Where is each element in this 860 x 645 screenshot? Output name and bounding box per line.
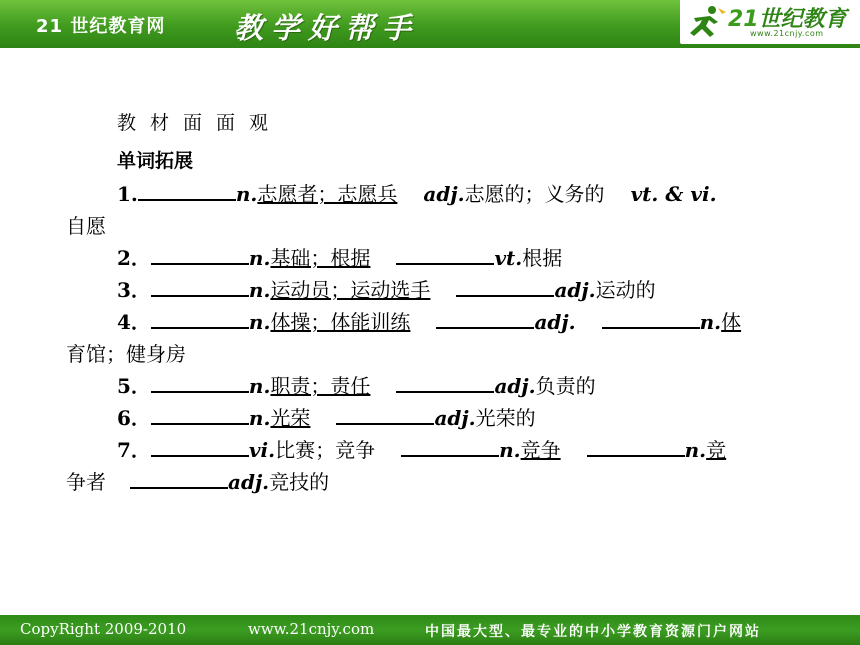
item-4-continued: 育馆；健身房 — [66, 342, 186, 366]
pos-tag: n. — [699, 310, 722, 334]
pos-tag: n. — [684, 438, 707, 462]
answer-blank[interactable] — [151, 405, 249, 425]
answer-blank[interactable] — [456, 277, 554, 297]
item-number: 3． — [117, 278, 151, 302]
answer-blank[interactable] — [151, 277, 249, 297]
section-subtitle: 单词拓展 — [117, 150, 194, 172]
answer-blank[interactable] — [138, 181, 236, 201]
definition: 根据 — [522, 246, 563, 270]
item-7 — [117, 434, 726, 463]
pos-tag: n. — [248, 374, 271, 398]
answer-blank[interactable] — [151, 245, 249, 265]
item-2 — [117, 242, 562, 271]
answer-blank[interactable] — [151, 437, 249, 457]
site-logo[interactable] — [680, 0, 860, 44]
pos-tag: adj. — [534, 310, 576, 334]
item-1-continued: 自愿 — [66, 214, 106, 238]
item-7-continued — [66, 466, 329, 495]
item-6 — [117, 402, 536, 431]
logo-text: 21世纪教育 — [728, 7, 847, 32]
definition: 比赛；竞争 — [275, 438, 376, 462]
copyright-text: CopyRight 2009-2010 — [20, 620, 187, 638]
answer-blank[interactable] — [130, 469, 228, 489]
logo-url: www.21cnjy.com — [750, 29, 824, 38]
definition: 基础；根据 — [270, 246, 371, 270]
pos-tag: adj. — [423, 182, 465, 206]
answer-blank[interactable] — [602, 309, 700, 329]
header-banner — [0, 0, 860, 48]
site-name: 21 世纪教育网 — [36, 16, 166, 37]
item-number: 5． — [117, 374, 151, 398]
answer-blank[interactable] — [396, 245, 494, 265]
pos-tag: n. — [248, 246, 271, 270]
answer-blank[interactable] — [151, 309, 249, 329]
item-4 — [117, 306, 741, 335]
definition: 志愿者；志愿兵 — [257, 182, 398, 206]
pos-tag: n. — [248, 278, 271, 302]
definition: 竞争 — [520, 438, 561, 462]
item-3 — [117, 274, 656, 303]
runner-logo-icon — [684, 4, 728, 40]
answer-blank[interactable] — [436, 309, 534, 329]
item-number: 1. — [117, 182, 138, 206]
definition: 体 — [721, 310, 742, 334]
item-number: 4． — [117, 310, 151, 334]
definition: 职责；责任 — [270, 374, 371, 398]
pos-tag: adj. — [554, 278, 596, 302]
pos-tag: adj. — [494, 374, 536, 398]
answer-blank[interactable] — [396, 373, 494, 393]
item-number: 6． — [117, 406, 151, 430]
pos-tag: adj. — [434, 406, 476, 430]
item-1 — [117, 178, 717, 207]
answer-blank[interactable] — [401, 437, 499, 457]
definition: 体操；体能训练 — [270, 310, 411, 334]
section-title: 教材面面观 — [117, 112, 283, 134]
answer-blank[interactable] — [587, 437, 685, 457]
pos-tag: vi. — [248, 438, 276, 462]
pos-tag: vt. & vi. — [630, 182, 717, 206]
footer-url-link[interactable]: www.21cnjy.com — [248, 620, 375, 638]
item-number: 2． — [117, 246, 151, 270]
pos-tag: n. — [235, 182, 258, 206]
header-slogan: 教学好帮手 — [234, 11, 420, 45]
item-number: 7． — [117, 438, 151, 462]
definition: 争者 — [66, 470, 106, 494]
definition: 竞 — [706, 438, 727, 462]
pos-tag: n. — [248, 406, 271, 430]
definition: 光荣 — [270, 406, 311, 430]
footer-bar — [0, 615, 860, 645]
answer-blank[interactable] — [151, 373, 249, 393]
definition: 运动员；运动选手 — [270, 278, 431, 302]
pos-tag: n. — [499, 438, 521, 462]
answer-blank[interactable] — [336, 405, 434, 425]
pos-tag: n. — [248, 310, 271, 334]
pos-tag: vt. — [494, 246, 523, 270]
definition: 负责的 — [535, 374, 596, 398]
item-5 — [117, 370, 596, 399]
footer-slogan: 中国最大型、最专业的中小学教育资源门户网站 — [425, 624, 761, 640]
definition: 运动的 — [595, 278, 656, 302]
definition: 竞技的 — [269, 470, 330, 494]
pos-tag: adj. — [228, 470, 270, 494]
definition: 志愿的；义务的 — [464, 182, 605, 206]
definition: 光荣的 — [475, 406, 536, 430]
